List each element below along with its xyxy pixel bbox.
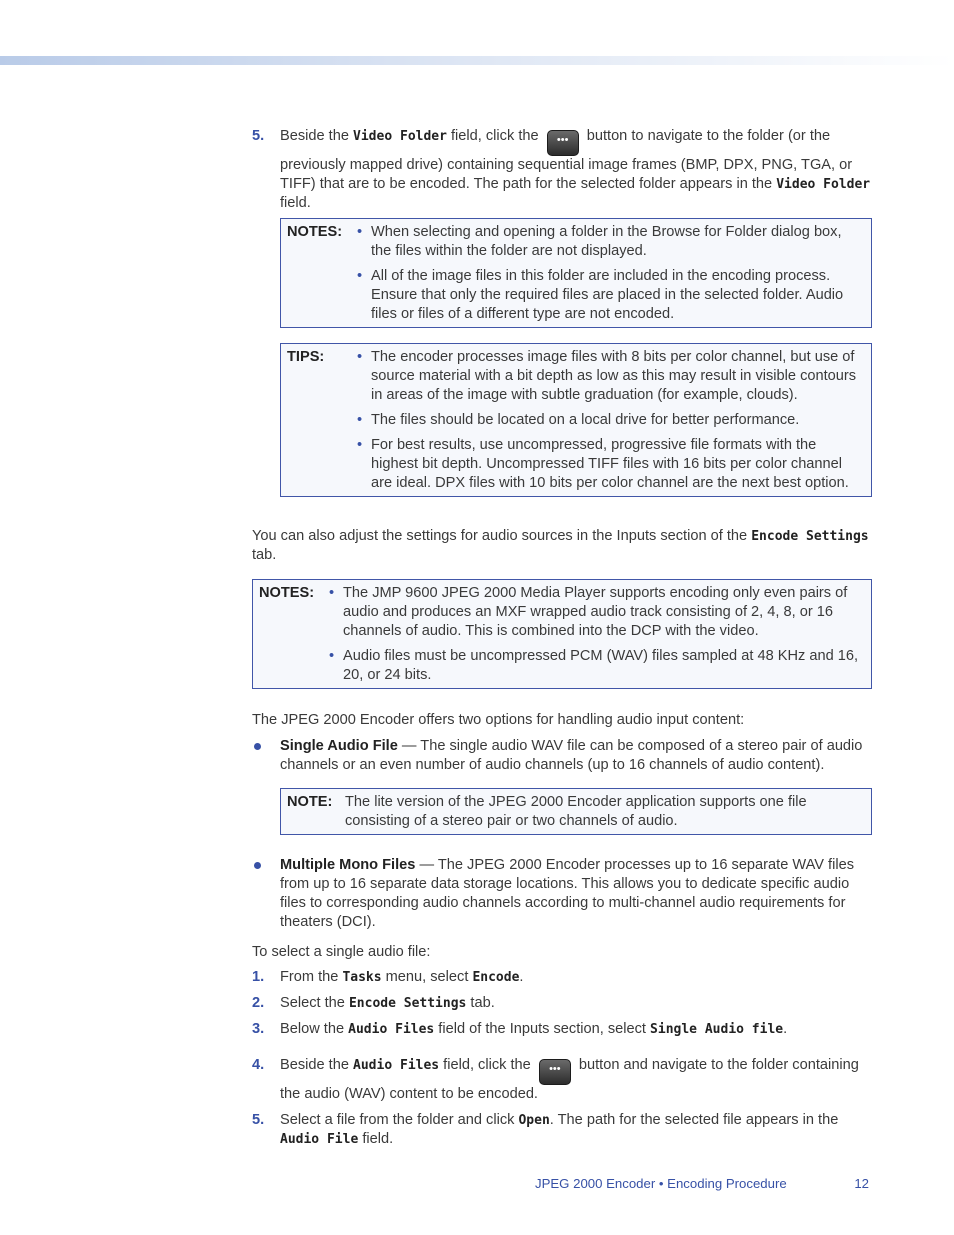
- step-number: 2.: [252, 995, 265, 1011]
- step-text: .: [783, 1021, 788, 1037]
- step-number: 3.: [252, 1021, 265, 1037]
- step-video-folder: [252, 127, 872, 213]
- tab-name: Encode Settings: [751, 529, 869, 544]
- note-item: • The JMP 9600 JPEG 2000 Media Player supports encoding only even pairs of audio and produces an MXF wrapped audio track consisting of 2, 4, 8, or 16 channels of audio. This is combined into the DCP with the video.: [329, 584, 865, 641]
- step-text: Below the: [280, 1021, 349, 1037]
- step-text: From the: [280, 969, 343, 985]
- field-name: Video Folder: [353, 129, 447, 144]
- step-5: [252, 1111, 872, 1149]
- note-item: • All of the image files in this folder are included in the encoding process. Ensure that only the required files are placed in the selected folder. Audio files or files of a different type are not encoded.: [357, 267, 865, 324]
- step-number: 5.: [252, 128, 265, 144]
- step-text: Select the: [280, 995, 349, 1011]
- step-4: [252, 1056, 872, 1104]
- notes-label: NOTES:: [259, 585, 315, 601]
- footer-title: JPEG 2000 Encoder • Encoding Procedure: [535, 1176, 787, 1191]
- button-name: Open: [518, 1113, 550, 1128]
- step-text: .: [519, 969, 524, 985]
- note-item: • When selecting and opening a folder in the Browse for Folder dialog box, the files within the folder are not displayed.: [357, 223, 865, 261]
- step-3: [252, 1020, 872, 1039]
- menu-item-name: Encode: [472, 970, 520, 985]
- bullet-title: Multiple Mono Files: [280, 857, 416, 873]
- step-1: [252, 968, 872, 987]
- paragraph-text: You can also adjust the settings for audio sources in the Inputs section of the: [252, 528, 752, 544]
- field-name: Audio File: [280, 1132, 359, 1147]
- header-accent-bar: [0, 56, 954, 65]
- paragraph-text: tab.: [252, 547, 277, 563]
- field-name: Audio Files: [353, 1058, 440, 1073]
- browse-button-icon: •••: [539, 1059, 571, 1085]
- note-item: • Audio files must be uncompressed PCM (WAV) files sampled at 48 KHz and 16, 20, or 24 bits.: [329, 647, 865, 685]
- step-text: Beside the: [280, 128, 354, 144]
- step-number: 5.: [252, 1112, 265, 1128]
- step-text: field.: [358, 1131, 394, 1147]
- tip-item: • For best results, use uncompressed, progressive file formats with the highest bit depth. Uncompressed TIFF files with 16 bits per color channel are ideal. DPX files with 10 bits per color channel are the next best option.: [357, 436, 865, 493]
- step-text: menu, select: [381, 969, 473, 985]
- field-name: Audio Files: [348, 1022, 435, 1037]
- field-name: Video Folder: [776, 177, 871, 192]
- notes-label: NOTES:: [287, 224, 343, 240]
- menu-name: Tasks: [342, 970, 382, 985]
- step-text: button and navigate to the folder containing the audio (WAV) content to be encoded.: [280, 1057, 859, 1102]
- tip-item: • The encoder processes image files with 8 bits per color channel, but use of source material with a bit depth as low as this may result in visible contours in areas of the image with subtle graduation (for example, clouds).: [357, 348, 865, 405]
- step-2: [252, 994, 872, 1013]
- step-text: field, click the: [446, 128, 543, 144]
- option-name: Single Audio file: [650, 1022, 784, 1037]
- notes-box-video: [280, 218, 872, 328]
- step-text: Select a file from the folder and click: [280, 1112, 519, 1128]
- bullet-text: — The single audio WAV file can be composed of a stereo pair of audio channels or an even number of audio channels (up to 16 channels of audio content).: [280, 738, 863, 773]
- audio-settings-paragraph: [252, 527, 872, 565]
- step-text: button to navigate to the folder (or the previously mapped drive) containing sequential image frames (BMP, DPX, PNG, TGA, or TIFF) that are to be encoded. The path for the selected folder appears in the: [280, 128, 853, 192]
- page-footer: [535, 1174, 869, 1193]
- step-text: tab.: [466, 995, 495, 1011]
- step-number: 1.: [252, 969, 265, 985]
- step-text: field, click the: [439, 1057, 535, 1073]
- bullet-single-audio-file: [252, 737, 872, 775]
- tips-box: [280, 343, 872, 497]
- step-text: . The path for the selected file appears in the: [549, 1112, 839, 1128]
- single-audio-intro: To select a single audio file:: [252, 944, 431, 960]
- note-label: NOTE:: [287, 794, 333, 810]
- notes-box-audio: [252, 579, 872, 689]
- note-box-lite-version: [280, 788, 872, 835]
- bullet-multiple-mono-files: [252, 856, 872, 932]
- tip-item: • The files should be located on a local drive for better performance.: [357, 411, 865, 430]
- bullet-text: — The JPEG 2000 Encoder processes up to 16 separate WAV files from up to 16 separate data storage locations. This allows you to dedicate specific audio files to corresponding audio channels according to multi-channel audio requirements for theaters (DCI).: [280, 857, 854, 930]
- step-text: field of the Inputs section, select: [434, 1021, 651, 1037]
- page-body: [252, 127, 872, 1149]
- step-number: 4.: [252, 1057, 265, 1073]
- note-text: The lite version of the JPEG 2000 Encoder application supports one file consisting of a stereo pair or two channels of audio.: [345, 794, 807, 829]
- step-text: field.: [280, 195, 311, 211]
- tips-label: TIPS:: [287, 349, 325, 365]
- browse-button-icon: •••: [547, 130, 579, 156]
- page-number: 12: [854, 1176, 869, 1191]
- bullet-title: Single Audio File: [280, 738, 398, 754]
- step-text: Beside the: [280, 1057, 354, 1073]
- tab-name: Encode Settings: [348, 996, 467, 1011]
- audio-options-intro: The JPEG 2000 Encoder offers two options for handling audio input content:: [252, 712, 745, 728]
